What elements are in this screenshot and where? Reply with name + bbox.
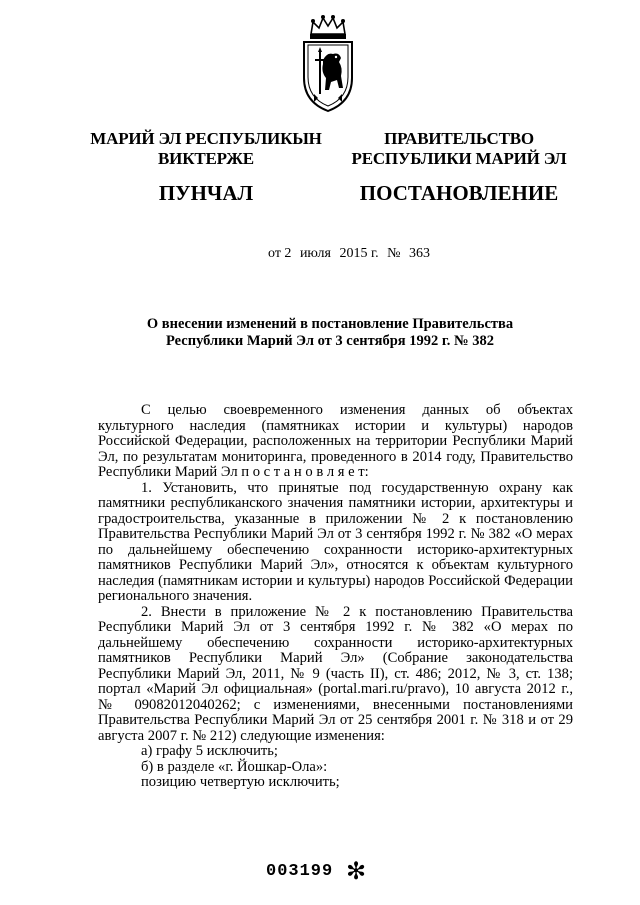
subitem-b: б) в разделе «г. Йошкар-Ола»:	[141, 758, 328, 775]
document-date-line	[268, 246, 435, 262]
document-serial-number: 003199	[266, 862, 334, 881]
document-title	[100, 316, 560, 350]
header-right-block	[344, 129, 574, 205]
subitem-b-line: позицию четвертую исключить;	[141, 774, 340, 790]
document-number: 363	[409, 246, 430, 261]
number-sign: №	[387, 246, 401, 261]
coat-of-arms-emblem	[299, 14, 357, 114]
header-right-line1: ПРАВИТЕЛЬСТВО	[384, 129, 534, 148]
title-line1: О внесении изменений в постановление Правительства	[146, 316, 514, 332]
date-year: 2015 г.	[339, 246, 379, 261]
asterisk-mark-icon: ✻	[346, 857, 367, 885]
subitem-a: а) графу 5 исключить;	[141, 743, 278, 759]
date-month: июля	[299, 246, 331, 261]
header-left-doc-type: ПУНЧАЛ	[158, 181, 254, 205]
title-line2: Республики Марий Эл от 3 сентября 1992 г. № 382	[166, 333, 494, 349]
header-left-line1: МАРИЙ ЭЛ РЕСПУБЛИКЫН	[90, 129, 322, 148]
document-body	[98, 403, 573, 791]
date-from: от 2	[268, 246, 292, 261]
header-left-block	[76, 129, 336, 205]
header-right-line2: РЕСПУБЛИКИ МАРИЙ ЭЛ	[351, 149, 567, 168]
preamble-paragraph: С целью своевременного изменения данных об объектах культурного наследия (памятниках истории и культуры) народов Российской Федерации, расположенных на территории Республики Марий Эл, по результатам мониторинга, проведенного в 2014 году, Правительство Республики Марий Эл п о с т а н о в л я е т:	[98, 402, 573, 480]
item-2-paragraph: 2. Внести в приложение № 2 к постановлению Правительства Республики Марий Эл от 3 сентября 1992 г. № 382 «О мерах по дальнейшему обеспечению сохранности историко-архитектурных памятников Республики Марий Эл» (Собрание законодательства Республики Марий Эл, 2011, № 9 (часть II), ст. 486; 2012, № 3, ст. 138; портал «Марий Эл официальная» (portal.mari.ru/pravo), 10 августа 2012 г., № 09082012040262; с изменениями, внесенными постановлениями Правительства Республики Марий Эл от 25 сентября 2001 г. № 318 и от 29 августа 2007 г. № 212) следующие изменения:	[98, 603, 573, 744]
header-right-doc-type: ПОСТАНОВЛЕНИЕ	[359, 181, 559, 205]
header-left-line2: ВИКТЕРЖЕ	[158, 149, 254, 168]
item-1-paragraph: 1. Установить, что принятые под государственную охрану как памятники республиканского значения памятники истории, архитектуры и градостроительства, указанные в приложении № 2 к постановлению Правительства Республики Марий Эл от 3 сентября 1992 г. № 382 «О мерах по дальнейшему обеспечению сохранности историко-архитектурных памятников Республики Марий Эл», относятся к объектам культурного наследия (памятникам истории и культуры) народов Российской Федерации регионального значения.	[98, 479, 573, 604]
